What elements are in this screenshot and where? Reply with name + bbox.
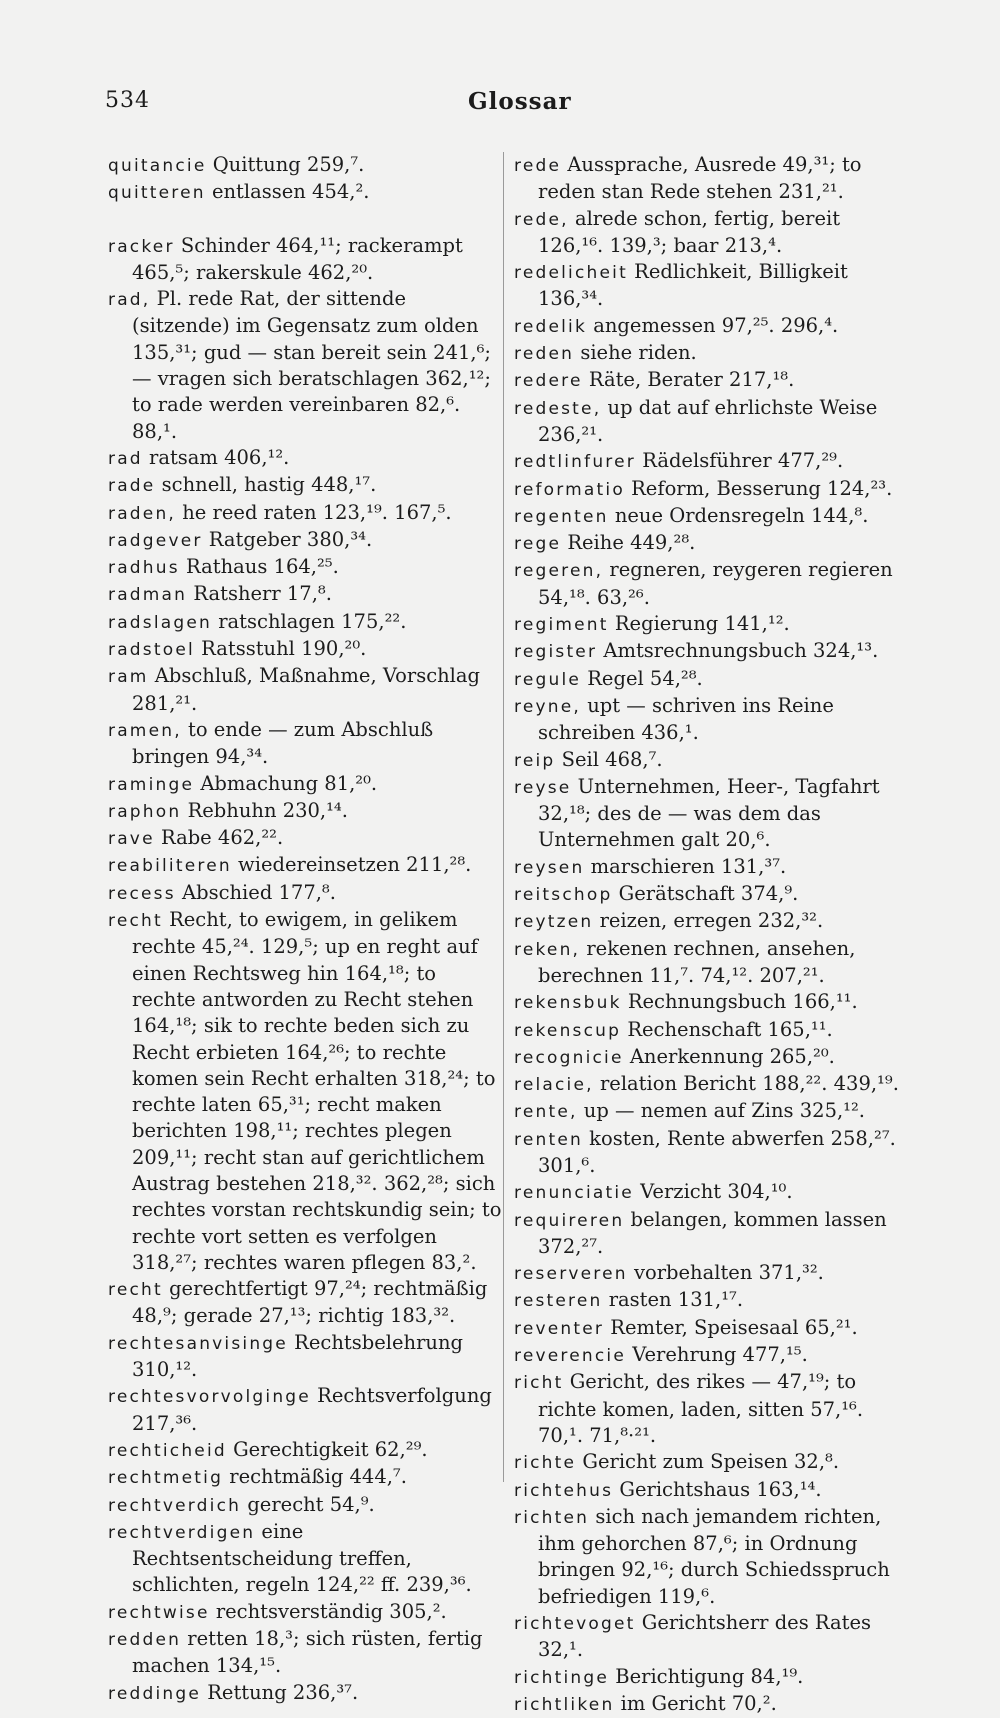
glossary-entry	[108, 445, 503, 472]
entry-definition: up dat auf ehrlichste Weise 236,²¹.	[538, 395, 878, 446]
glossary-entry	[514, 340, 909, 367]
entry-definition: Rebhuhn 230,¹⁴.	[187, 798, 348, 822]
entry-headword: reitschop	[514, 885, 613, 906]
entry-definition: rechtmäßig 444,⁷.	[229, 1465, 407, 1489]
entry-headword: rave	[108, 829, 155, 850]
entry-definition: Redlichkeit, Billigkeit 136,³⁴.	[538, 260, 848, 311]
entry-headword: reyne,	[514, 696, 581, 717]
entry-headword: radman	[108, 585, 188, 606]
glossary-entry	[514, 448, 909, 475]
entry-headword: racker	[108, 236, 175, 257]
entry-headword: rechtwise	[108, 1602, 210, 1623]
entry-headword: richtinge	[514, 1667, 610, 1688]
entry-definition: Regel 54,²⁸.	[587, 666, 703, 690]
entry-definition: Abschluß, Maßnahme, Vorschlag 281,²¹.	[132, 664, 481, 715]
entry-definition: Rettung 236,³⁷.	[207, 1680, 359, 1704]
entry-definition: neue Ordensregeln 144,⁸.	[614, 503, 869, 527]
entry-headword: rente,	[514, 1102, 578, 1123]
entry-headword: richten	[514, 1507, 590, 1528]
glossary-entry	[108, 472, 503, 499]
glossary-entry	[108, 1626, 503, 1680]
entry-definition: marschieren 131,³⁷.	[590, 854, 787, 878]
entry-definition: im Gericht 70,².	[620, 1691, 777, 1715]
entry-definition: retten 18,³; sich rüsten, fertig machen 134,¹⁵.	[132, 1627, 483, 1678]
entry-definition: Schinder 464,¹¹; rackerampt 465,⁵; rakerskule 462,²⁰.	[132, 233, 463, 284]
entry-headword: rekenscup	[514, 1020, 622, 1041]
entry-headword: richtehus	[514, 1480, 614, 1501]
glossary-entry	[514, 395, 909, 449]
glossary-entry	[514, 1610, 909, 1664]
entry-headword: rade	[108, 476, 156, 497]
entry-definition: Rechtsbelehrung 310,¹².	[132, 1330, 463, 1382]
entry-definition: to ende — zum Abschluß bringen 94,³⁴.	[132, 717, 434, 769]
entry-headword: recess	[108, 883, 176, 904]
glossary-entry	[514, 1369, 909, 1449]
glossary-entry	[108, 798, 503, 825]
glossary-entry	[514, 1504, 909, 1610]
entry-headword: radhus	[108, 558, 180, 579]
entry-definition: Rechnungsbuch 166,¹¹.	[627, 990, 858, 1014]
entry-headword: reden	[514, 344, 575, 365]
glossary-entry	[514, 367, 909, 394]
entry-definition: wiedereinsetzen 211,²⁸.	[238, 853, 472, 877]
glossary-entry	[108, 581, 503, 608]
entry-headword: ramen,	[108, 720, 182, 741]
glossary-entry	[514, 1287, 909, 1314]
entry-definition: gerechtfertigt 97,²⁴; rechtmäßig 48,⁹; gerade 27,¹³; richtig 183,³².	[132, 1277, 488, 1328]
entry-headword: reysen	[514, 857, 585, 878]
entry-headword: register	[514, 642, 598, 663]
entry-headword: reformatio	[514, 479, 625, 500]
entry-definition: Gericht, des rikes — 47,¹⁹; to richte komen, laden, sitten 57,¹⁶. 70,¹. 71,⁸·²¹.	[538, 1370, 864, 1447]
glossary-entry	[514, 313, 909, 340]
entry-headword: richtevoget	[514, 1614, 636, 1635]
entry-headword: redelik	[514, 316, 588, 337]
entry-headword: redere	[514, 371, 583, 392]
glossary-entry	[108, 1464, 503, 1491]
entry-definition: ratschlagen 175,²².	[218, 609, 407, 633]
glossary-entry	[514, 557, 909, 611]
glossary-entry	[514, 693, 909, 747]
glossary-entry	[514, 1315, 909, 1342]
entry-headword: rechtesanvisinge	[108, 1333, 288, 1354]
entry-definition: Recht, to ewigem, in gelikem rechte 45,²⁴. 129,⁵; up en reght auf einen Rechtsweg hin 164,¹⁸; to rechte antworden zu Recht stehen 164,¹⁸; sik to rechte beden sich zu Recht erbieten 164,²⁶; to rechte komen sein Recht erhalten 318,²⁴; to rechte laten 65,³¹; recht maken berichten 198,¹¹; rechtes plegen 209,¹¹; recht stan auf gerichtlichem Austrag bestehen 218,³². 362,²⁸; sich rechtes vorstan rechtskundig sein; to rechte vort setten es verfolgen 318,²⁷; rechtes waren pflegen 83,².	[132, 908, 502, 1274]
entry-headword: richte	[514, 1453, 577, 1474]
glossary-entry	[108, 609, 503, 636]
entry-definition: Aussprache, Ausrede 49,³¹; to reden stan Rede stehen 231,²¹.	[538, 153, 862, 204]
entry-headword: rad	[108, 448, 143, 469]
entry-definition: Rabe 462,²².	[160, 826, 284, 850]
entry-definition: up — nemen auf Zins 325,¹².	[583, 1099, 866, 1123]
entry-definition: kosten, Rente abwerfen 258,²⁷. 301,⁶.	[538, 1126, 896, 1177]
entry-definition: Verzicht 304,¹⁰.	[640, 1180, 793, 1204]
entry-headword: renten	[514, 1129, 583, 1150]
entry-headword: redden	[108, 1630, 182, 1651]
entry-headword: raphon	[108, 801, 182, 822]
page-number: 534	[105, 88, 150, 113]
glossary-entry	[514, 747, 909, 774]
entry-headword: richtliken	[514, 1694, 615, 1715]
entry-definition: Gerichtshaus 163,¹⁴.	[619, 1477, 822, 1501]
glossary-entry	[108, 880, 503, 907]
glossary-entry	[514, 936, 909, 990]
entry-headword: reventer	[514, 1318, 605, 1339]
entry-headword: radgever	[108, 530, 203, 551]
entry-headword: regiment	[514, 615, 609, 636]
entry-headword: redelicheit	[514, 263, 628, 284]
glossary-entry	[514, 206, 909, 260]
glossary-entry	[108, 1680, 503, 1707]
entry-headword: quitteren	[108, 183, 206, 204]
entry-definition: reizen, erregen 232,³².	[599, 909, 824, 933]
glossary-entry	[514, 1071, 909, 1098]
glossary-entry	[514, 908, 909, 935]
entry-definition: rasten 131,¹⁷.	[608, 1288, 744, 1312]
glossary-entry	[108, 1599, 503, 1626]
glossary-entry	[108, 1519, 503, 1599]
entry-definition: Quittung 259,⁷.	[212, 153, 365, 176]
entry-definition: Unternehmen, Heer-, Tagfahrt 32,¹⁸; des de — was dem das Unternehmen galt 20,⁶.	[538, 774, 880, 852]
entry-definition: Abmachung 81,²⁰.	[200, 771, 378, 795]
entry-definition: Seil 468,⁷.	[561, 747, 663, 771]
glossary-entry	[514, 1098, 909, 1125]
glossary-entry	[514, 1179, 909, 1206]
entry-definition: Ratsherr 17,⁸.	[193, 582, 332, 606]
glossary-entry	[514, 530, 909, 557]
entry-definition: Gerechtigkeit 62,²⁹.	[233, 1437, 428, 1461]
entry-headword: recht	[108, 1280, 163, 1301]
glossary-entry	[108, 527, 503, 554]
entry-headword: regeren,	[514, 561, 604, 582]
entry-definition: Ratgeber 380,³⁴.	[208, 527, 373, 551]
glossary-entry	[108, 771, 503, 798]
glossary-entry	[108, 636, 503, 663]
glossary-entry	[108, 1383, 503, 1437]
entry-definition: Reform, Besserung 124,²³.	[631, 476, 893, 500]
entry-headword: rede	[514, 156, 562, 176]
entry-definition: alrede schon, fertig, bereit 126,¹⁶. 139,³; baar 213,⁴.	[538, 206, 841, 257]
glossary-entry	[514, 666, 909, 693]
entry-definition: eine Rechtsentscheidung treffen, schlichten, regeln 124,²² ff. 239,³⁶.	[132, 1519, 472, 1597]
glossary-entry	[514, 152, 909, 206]
entry-headword: rechtesvorvolginge	[108, 1387, 311, 1408]
glossary-entry	[108, 1437, 503, 1464]
entry-headword: radstoel	[108, 640, 195, 661]
entry-headword: resteren	[514, 1291, 603, 1312]
glossary-entry	[514, 259, 909, 313]
page-header	[0, 88, 1000, 128]
glossary-entry	[108, 663, 503, 717]
entry-definition: schnell, hastig 448,¹⁷.	[161, 473, 377, 497]
entry-headword: reken,	[514, 939, 581, 960]
entry-definition: gerecht 54,⁹.	[247, 1492, 375, 1516]
glossary-entry	[514, 989, 909, 1016]
entry-definition: angemessen 97,²⁵. 296,⁴.	[593, 313, 839, 337]
glossary-entry	[108, 825, 503, 852]
entry-definition: vorbehalten 371,³².	[633, 1261, 824, 1285]
glossary-entry	[514, 1207, 909, 1261]
glossary-entry	[514, 774, 909, 854]
entry-definition: Amtsrechnungsbuch 324,¹³.	[603, 639, 879, 663]
column-divider	[503, 152, 504, 1482]
entry-headword: requireren	[514, 1210, 625, 1231]
entry-definition: Räte, Berater 217,¹⁸.	[588, 368, 795, 392]
entry-headword: ram	[108, 667, 149, 688]
entry-headword: recognicie	[514, 1047, 624, 1068]
glossary-entry	[514, 854, 909, 881]
entry-definition: sich nach jemandem richten, ihm gehorchen 87,⁶; in Ordnung bringen 92,¹⁶; durch Schiedsspruch befriedigen 119,⁶.	[538, 1504, 890, 1608]
entry-headword: reabiliteren	[108, 856, 232, 877]
entry-headword: raden,	[108, 503, 177, 524]
glossary-entry	[108, 717, 503, 771]
glossary-entry	[514, 1260, 909, 1287]
glossary-entry	[108, 233, 503, 287]
entry-definition: Abschied 177,⁸.	[182, 880, 336, 904]
entry-definition: Remter, Speisesaal 65,²¹.	[610, 1315, 858, 1339]
glossary-entry	[108, 1276, 503, 1330]
glossary-entry	[108, 554, 503, 581]
entry-definition: Reihe 449,²⁸.	[567, 531, 696, 555]
entry-headword: redtlinfurer	[514, 452, 636, 473]
glossary-entry	[108, 500, 503, 527]
glossary-entry	[108, 907, 503, 1276]
entry-headword: reip	[514, 750, 556, 771]
entry-headword: relacie,	[514, 1075, 594, 1096]
glossary-entry	[108, 1492, 503, 1519]
entry-definition: he reed raten 123,¹⁹. 167,⁵.	[182, 500, 452, 524]
entry-definition: Berichtigung 84,¹⁹.	[615, 1664, 804, 1688]
entry-definition: siehe riden.	[580, 341, 697, 365]
entry-headword: reyse	[514, 777, 572, 798]
glossary-entry	[514, 1017, 909, 1044]
entry-headword: rege	[514, 534, 562, 555]
entry-definition: Gerätschaft 374,⁹.	[618, 882, 799, 906]
glossary-entry	[514, 881, 909, 908]
entry-definition: Gericht zum Speisen 32,⁸.	[582, 1450, 840, 1474]
glossary-column-left	[108, 152, 503, 1707]
glossary-entry	[514, 1449, 909, 1476]
entry-headword: raminge	[108, 774, 195, 795]
entry-definition: relation Bericht 188,²². 439,¹⁹.	[599, 1072, 899, 1096]
glossary-entry	[514, 1477, 909, 1504]
entry-definition: rekenen rechnen, ansehen, berechnen 11,⁷. 74,¹². 207,²¹.	[538, 936, 856, 987]
entry-headword: radslagen	[108, 612, 213, 633]
entry-headword: recht	[108, 911, 163, 932]
glossary-entry	[108, 286, 503, 445]
entry-definition: Rechenschaft 165,¹¹.	[627, 1017, 833, 1041]
entry-headword: quitancie	[108, 156, 207, 176]
glossary-entry	[514, 638, 909, 665]
glossary-entry	[514, 611, 909, 638]
entry-definition: Anerkennung 265,²⁰.	[629, 1044, 835, 1068]
glossary-entry	[108, 1330, 503, 1384]
glossary-entry	[514, 503, 909, 530]
entry-definition: Ratsstuhl 190,²⁰.	[201, 637, 367, 661]
entry-headword: richt	[514, 1373, 564, 1394]
glossary-entry	[108, 179, 503, 206]
entry-definition: rechtsverständig 305,².	[215, 1599, 447, 1623]
entry-headword: reytzen	[514, 912, 594, 933]
entry-headword: rede,	[514, 209, 569, 230]
entry-headword: rekensbuk	[514, 993, 622, 1014]
entry-headword: rechtverdich	[108, 1495, 242, 1516]
entry-headword: renunciatie	[514, 1183, 634, 1204]
entry-definition: Rädelsführer 477,²⁹.	[642, 449, 844, 473]
page-title: Glossar	[468, 88, 572, 115]
glossary-entry	[514, 1044, 909, 1071]
glossary-entry	[514, 1664, 909, 1691]
entry-definition: regneren, reygeren regieren 54,¹⁸. 63,²⁶.	[538, 558, 893, 609]
entry-definition: entlassen 454,².	[211, 180, 370, 204]
entry-headword: regule	[514, 669, 582, 690]
entry-headword: rechtmetig	[108, 1468, 224, 1489]
entry-headword: regenten	[514, 506, 609, 527]
glossary-entry	[514, 1691, 909, 1718]
entry-headword: reddinge	[108, 1683, 202, 1704]
glossary-entry	[108, 852, 503, 879]
entry-definition: Pl. rede Rat, der sittende (sitzende) im Gegensatz zum olden 135,³¹; gud — stan bereit sein 241,⁶; — vragen sich beratschlagen 362,¹²; to rade werden vereinbaren 82,⁶. 88,¹.	[132, 287, 491, 443]
glossary-entry	[108, 152, 503, 179]
glossary-entry	[514, 476, 909, 503]
entry-headword: rechticheid	[108, 1440, 227, 1461]
entry-headword: redeste,	[514, 398, 602, 419]
entry-definition: Regierung 141,¹².	[614, 612, 790, 636]
entry-headword: reserveren	[514, 1264, 628, 1285]
entry-definition: ratsam 406,¹².	[149, 445, 290, 469]
entry-definition: Gerichtsherr des Rates 32,¹.	[538, 1611, 872, 1662]
entry-definition: belangen, kommen lassen 372,²⁷.	[538, 1207, 887, 1258]
glossary-entry	[514, 1342, 909, 1369]
entry-definition: Verehrung 477,¹⁵.	[632, 1343, 808, 1367]
entry-definition: upt — schriven ins Reine schreiben 436,¹.	[538, 693, 834, 745]
entry-definition: Rechtsverfolgung 217,³⁶.	[132, 1384, 492, 1435]
entry-headword: rechtverdigen	[108, 1522, 256, 1543]
glossary-entry	[514, 1126, 909, 1180]
entry-definition: Rathaus 164,²⁵.	[186, 555, 339, 579]
glossary-column-right	[514, 152, 909, 1718]
entry-headword: reverencie	[514, 1346, 626, 1367]
entry-headword: rad,	[108, 290, 151, 311]
